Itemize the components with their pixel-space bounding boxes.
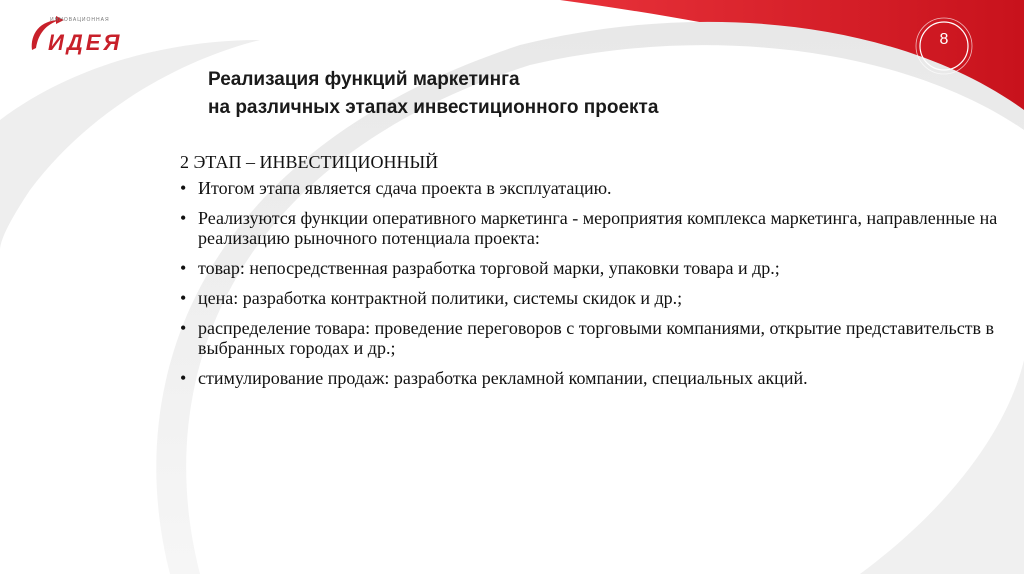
bullet-icon: • [180,258,187,278]
slide-body [180,152,1000,398]
page-number: 8 [939,31,949,48]
bullet-text: распределение товара: проведение переговоров с торговыми компаниями, открытие представительств в выбранных городах и др.; [198,318,995,358]
list-item [180,178,1000,198]
bullet-list [180,178,1000,388]
bullet-icon: • [180,178,187,198]
list-item [180,288,1000,308]
bullet-icon: • [180,368,187,388]
title-line-2: на различных этапах инвестиционного проекта [208,97,659,118]
bullet-text: цена: разработка контрактной политики, системы скидок и др.; [198,288,683,308]
bullet-text: Реализуются функции оперативного маркетинга - мероприятия комплекса маркетинга, направленные на реализацию рыночного потенциала проекта: [198,208,998,248]
bullet-icon: • [180,208,187,228]
list-item [180,318,1000,358]
title-line-1: Реализация функций маркетинга [208,69,520,90]
list-item [180,258,1000,278]
stage-heading: 2 ЭТАП – ИНВЕСТИЦИОННЫЙ [180,152,439,172]
bullet-text: товар: непосредственная разработка торговой марки, упаковки товара и др.; [198,258,780,278]
company-logo [26,14,150,66]
list-item [180,208,1000,248]
bullet-text: Итогом этапа является сдача проекта в эксплуатацию. [198,178,612,198]
logo-text: ИДЕЯ [48,30,123,55]
slide-title [208,66,848,122]
logo-tagline: ИННОВАЦИОННАЯ [50,17,110,23]
list-item [180,368,1000,388]
bullet-icon: • [180,288,187,308]
bullet-icon: • [180,318,187,338]
bullet-text: стимулирование продаж: разработка рекламной компании, специальных акций. [198,368,808,388]
